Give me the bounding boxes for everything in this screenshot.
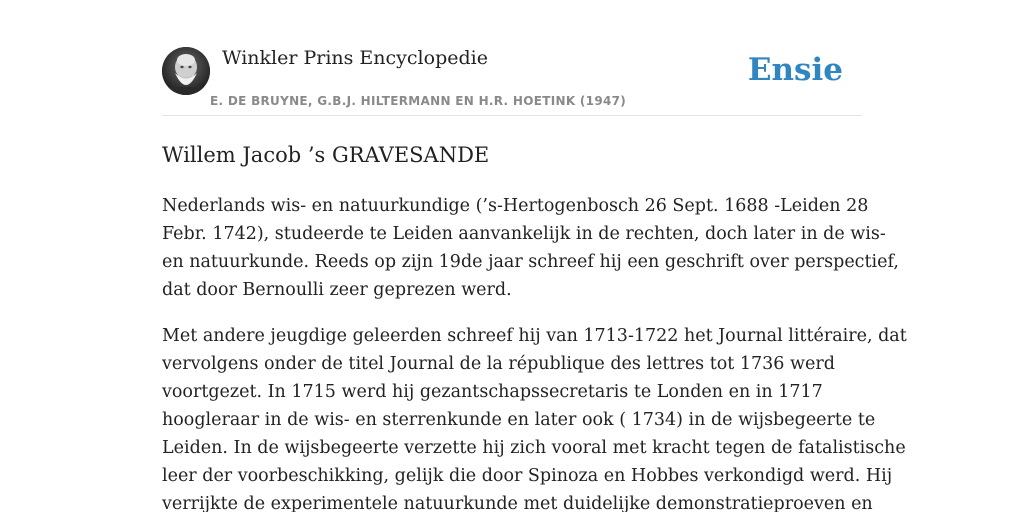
paragraph-line: en natuurkunde. Reeds op zijn 19de jaar schreef hij een geschrift over perspectief, — [162, 252, 899, 272]
paragraph-line: vervolgens onder de titel Journal de la république des lettres tot 1736 werd — [162, 354, 835, 374]
brand-logo[interactable]: Ensie — [747, 52, 843, 88]
paragraph-line: leer der voorbeschikking, gelijk die door Spinoza en Hobbes verkondigd werd. Hij — [162, 466, 893, 486]
paragraph — [162, 192, 899, 304]
article-body — [162, 192, 907, 512]
paragraph-line: Nederlands wis- en natuurkundige (’s-Hertogenbosch 26 Sept. 1688 -Leiden 28 — [162, 196, 869, 216]
paragraph-line: Leiden. In de wijsbegeerte verzette hij zich vooral met kracht tegen de fatalistische — [162, 438, 906, 458]
article-title: Willem Jacob ’s GRAVESANDE — [162, 143, 490, 167]
paragraph-line: Febr. 1742), studeerde te Leiden aanvankelijk in de rechten, doch later in de wis- — [162, 224, 886, 244]
paragraph-line: voortgezet. In 1715 werd hij gezantschapssecretaris te Londen en in 1717 — [162, 382, 823, 402]
source-header — [162, 0, 862, 116]
content-container — [162, 0, 907, 512]
paragraph-line: verrijkte de experimentele natuurkunde met duidelijke demonstratieproeven en — [162, 494, 873, 512]
source-title[interactable]: Winkler Prins Encyclopedie — [222, 47, 488, 69]
paragraph-line: hoogleraar in de wis- en sterrenkunde en later ook ( 1734) in de wijsbegeerte te — [162, 410, 876, 430]
paragraph-line: Met andere jeugdige geleerden schreef hij van 1713-1722 het Journal littéraire, dat — [162, 326, 907, 346]
avatar[interactable] — [162, 47, 210, 95]
source-authors: E. DE BRUYNE, G.B.J. HILTERMANN EN H.R. HOETINK (1947) — [210, 94, 627, 108]
bearded-man-portrait-icon — [162, 47, 210, 95]
paragraph — [162, 322, 907, 512]
paragraph-line: dat door Bernoulli zeer geprezen werd. — [162, 280, 512, 300]
